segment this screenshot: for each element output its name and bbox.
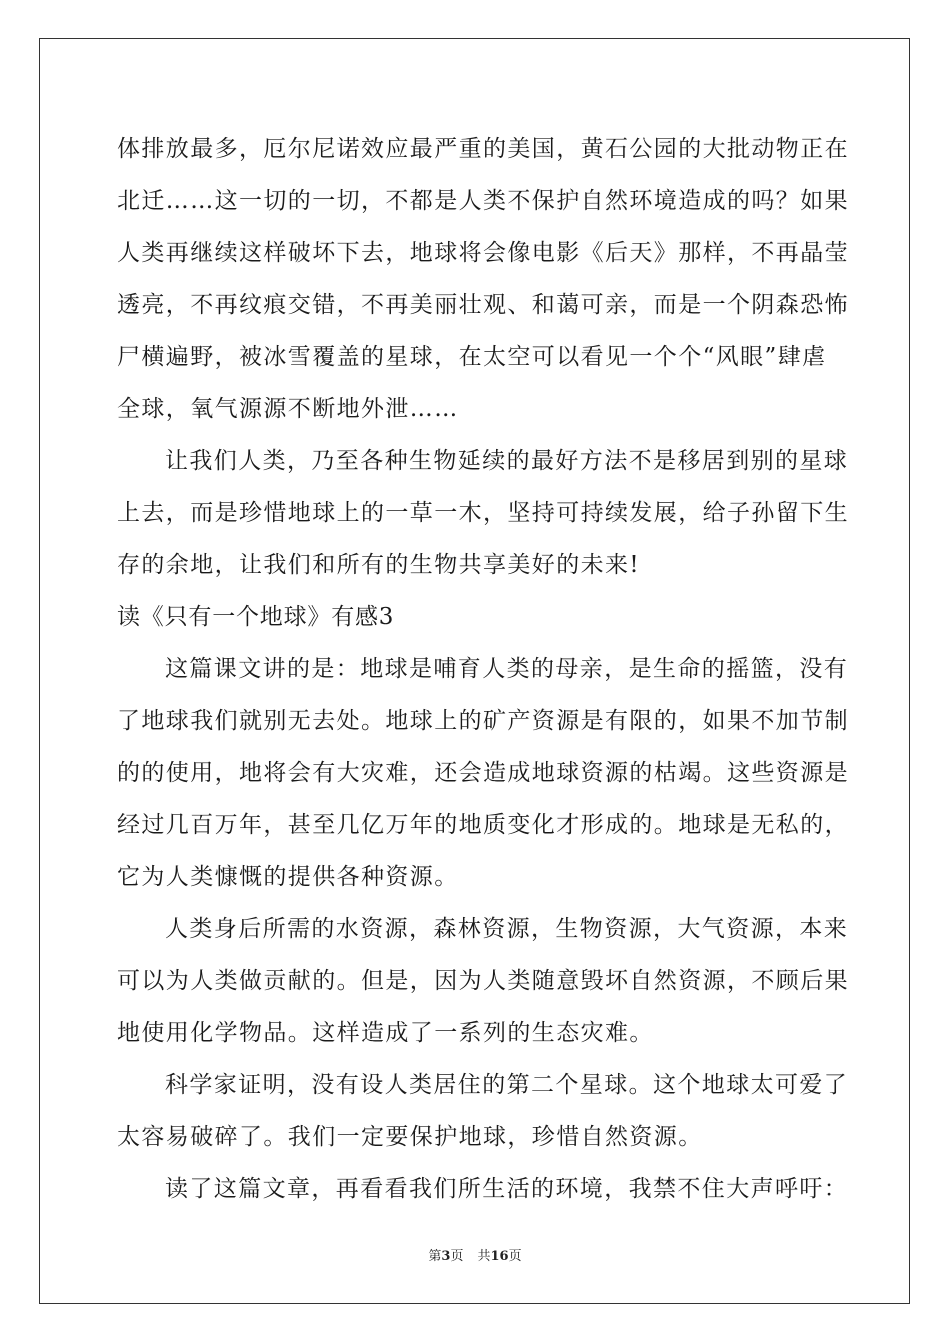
page-suffix: 页 [450,1249,464,1264]
total-suffix: 页 [508,1249,522,1264]
total-prefix: 共 [477,1249,491,1264]
page-footer [0,1249,950,1265]
total-count: 16 [490,1249,509,1264]
paragraph-start-line: 人类身后所需的水资源，森林资源，生物资源，大气资源，本来 [165,916,849,942]
text-line: 全球，氧气源源不断地外泄…… [117,396,459,422]
text-line: 北迁……这一切的一切，不都是人类不保护自然环境造成的吗？如果 [117,188,849,214]
paragraph-start-line: 这篇课文讲的是：地球是哺育人类的母亲，是生命的摇篮，没有 [165,656,849,682]
page-prefix: 第 [428,1249,442,1264]
page-number [428,1249,463,1264]
page-current: 3 [441,1249,451,1264]
page-total [477,1249,521,1264]
text-line: 地使用化学物品。这样造成了一系列的生态灾难。 [117,1020,654,1046]
text-line: 太容易破碎了。我们一定要保护地球，珍惜自然资源。 [117,1124,703,1150]
paragraph-start-line: 科学家证明，没有设人类居住的第二个星球。这个地球太可爱了 [165,1072,849,1098]
text-line: 可以为人类做贡献的。但是，因为人类随意毁坏自然资源，不顾后果 [117,968,849,994]
paragraph-start-line: 读了这篇文章，再看看我们所生活的环境，我禁不住大声呼吁： [165,1176,849,1202]
section-heading: 读《只有一个地球》有感3 [117,604,395,630]
text-line: 了地球我们就别无去处。地球上的矿产资源是有限的，如果不加节制 [117,708,849,734]
text-line: 上去，而是珍惜地球上的一草一木，坚持可持续发展，给子孙留下生 [117,500,849,526]
text-line: 透亮，不再纹痕交错，不再美丽壮观、和蔼可亲，而是一个阴森恐怖 [117,292,849,318]
text-line: 它为人类慷慨的提供各种资源。 [117,864,459,890]
text-line: 的的使用，地将会有大灾难，还会造成地球资源的枯竭。这些资源是 [117,760,849,786]
text-line: 人类再继续这样破坏下去，地球将会像电影《后天》那样，不再晶莹 [117,240,849,266]
text-line: 体排放最多，厄尔尼诺效应最严重的美国，黄石公园的大批动物正在 [117,136,849,162]
paragraph-start-line: 让我们人类，乃至各种生物延续的最好方法不是移居到别的星球 [165,448,849,474]
text-line: 经过几百万年，甚至几亿万年的地质变化才形成的。地球是无私的， [117,812,849,838]
text-line: 存的余地，让我们和所有的生物共享美好的未来! [117,552,641,578]
text-line: 尸横遍野，被冰雪覆盖的星球，在太空可以看见一个个“风眼”肆虐 [117,344,827,370]
document-body [117,123,849,1215]
